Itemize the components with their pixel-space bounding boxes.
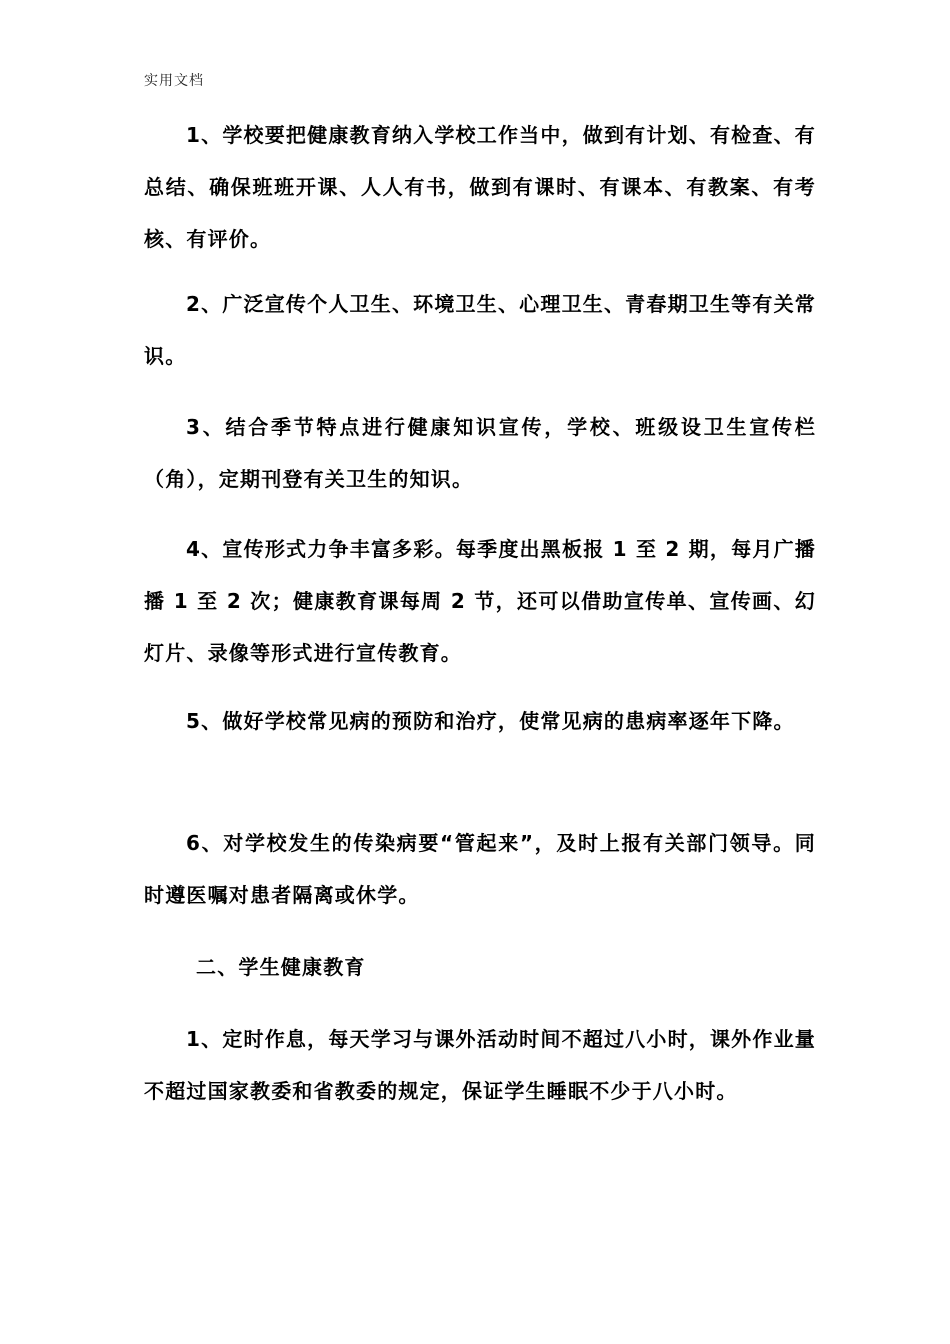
section-heading: 二、学生健康教育 bbox=[196, 955, 366, 979]
paragraph-6: 6、对学校发生的传染病要“管起来”，及时上报有关部门领导。同时遵医嘱对患者隔离或休学。 bbox=[144, 831, 816, 907]
paragraph-1: 1、学校要把健康教育纳入学校工作当中，做到有计划、有检查、有总结、确保班班开课、人人有书，做到有课时、有课本、有教案、有考核、有评价。 bbox=[144, 123, 816, 251]
document-header-label: 实用文档 bbox=[144, 73, 204, 89]
paragraph-4: 4、宣传形式力争丰富多彩。每季度出黑板报 1 至 2 期，每月广播播 1 至 2 次；健康教育课每周 2 节，还可以借助宣传单、宣传画、幻灯片、录像等形式进行宣传教育。 bbox=[144, 537, 816, 665]
paragraph-5: 5、做好学校常见病的预防和治疗，使常见病的患病率逐年下降。 bbox=[186, 709, 795, 733]
paragraph-2: 2、广泛宣传个人卫生、环境卫生、心理卫生、青春期卫生等有关常识。 bbox=[144, 292, 816, 368]
paragraph-3: 3、结合季节特点进行健康知识宣传，学校、班级设卫生宣传栏（角），定期刊登有关卫生的知识。 bbox=[144, 415, 816, 491]
paragraph-7: 1、定时作息，每天学习与课外活动时间不超过八小时，课外作业量不超过国家教委和省教委的规定，保证学生睡眠不少于八小时。 bbox=[144, 1027, 816, 1103]
